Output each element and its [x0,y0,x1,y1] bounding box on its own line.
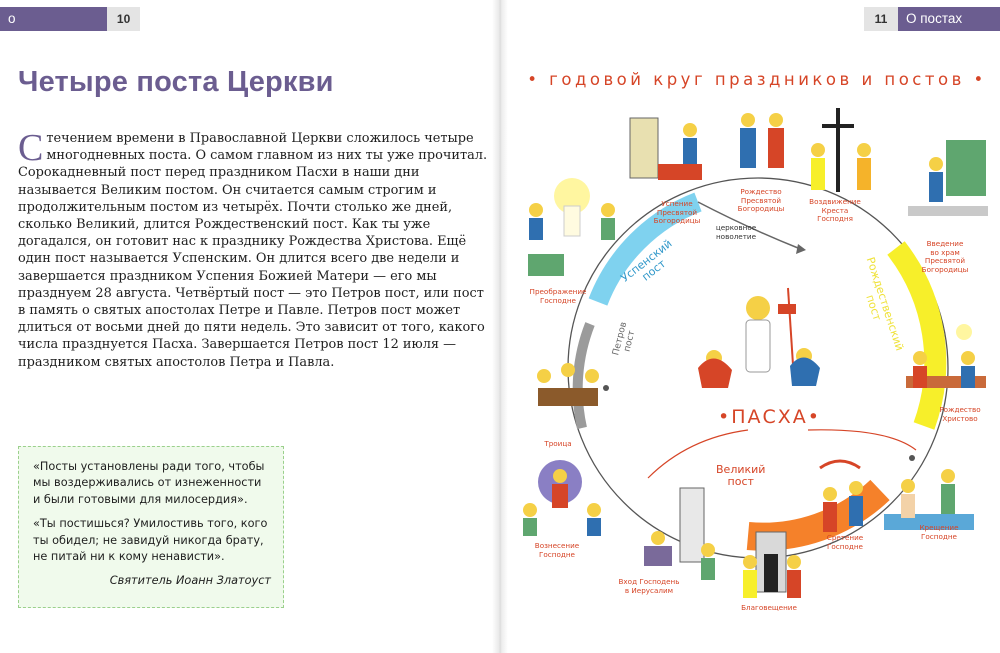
troitsa-icon [537,363,599,406]
rozhdestvo-label: Рождество Христово [939,405,981,423]
book-gutter [492,0,508,653]
quote-box [18,446,284,608]
preobrazhenie-icon [528,178,615,276]
cycle-graphic [508,58,1000,653]
quote-text-2: «Ты постишься? Умилостивь того, кого ты обидел; не завидуй никогда брату, не питай ни к кому ненависти». [33,517,268,564]
kreshchenie-label: Крещение Господне [919,523,959,541]
troitsa-label: Троица [544,439,572,448]
diagram-title: • годовой круг праздников и постов • [527,70,987,89]
vhod-icon [644,488,715,580]
sretenie-label: Сретение Господне [826,533,864,551]
rozhdestvo-bogoroditsy-label: Рождество Пресвятой Богородицы [737,187,785,214]
pascha-arrow-right [808,430,916,450]
voznesenie-icon [523,460,601,536]
feast-cycle-diagram [508,58,1000,653]
right-page-header [864,7,1000,31]
rozhdestvo-marker [909,455,915,461]
uspenie-icon [630,118,702,180]
page-title: Четыре поста Церкви [18,66,334,98]
left-page-number: 10 [107,7,140,31]
petrov-fast-label: Петров пост [611,321,638,357]
new-year-arrowhead [796,244,806,254]
uspensky-fast-label: Успенский пост [618,237,675,285]
rozhdestvo-bogoroditsy-icon [740,113,784,168]
preobrazhenie-label: Преображение Господне [529,287,587,305]
velikiy-fast-label: Великий пост [716,463,766,488]
kreshchenie-icon [884,469,974,530]
quote-text-1: «Посты установлены ради того, чтобы мы воздерживались от изнеженности и были готовыми для милосердия». [33,460,265,506]
vvedenie-icon [908,140,988,216]
drop-cap: С [18,127,44,169]
right-section-title: О постах [898,7,1000,31]
troitsa-marker [603,385,609,391]
article-body [18,127,488,371]
left-page-header [0,7,140,50]
vhod-label: Вход Господень в Иерусалим [618,577,680,595]
quote-author: Святитель Иоанн Златоуст [109,574,271,588]
vvedenie-label: Введение во храм Пресвятой Богородицы [921,239,969,274]
resurrection-icon [698,288,820,388]
voznesenie-label: Вознесение Господне [534,541,580,559]
new-year-label: церковное новолетие [715,223,757,241]
vozdvizhenie-icon [811,108,871,192]
article-paragraph: течением времени в Православной Церкви сложилось четыре многодневных поста. О самом главном из них ты уже прочитал. Сорокадневный пост перед праздником Пасхи в наши дни называется Великим постом. Он считается самым строгим и продолжительным постом из четырёх. Почти столько же дней, сколько Великий, длится Рождественский пост. Как ты уже догадался, он готовит нас к празднику Рождества Христова. Ещё один пост называется Успенским. Он длится всего две недели и завершается праздником Успения Божией Матери — его мы празднуем 28 августа. Четвёртый пост — это Петров пост, или пост в память о святых апостолах Петре и Павле. Петров пост может длиться от восьми дней до пяти недель. Это зависит от того, какого числа празднуется Пасха. Завершается Петров пост 12 июля — праздником святых апостолов Петра и Павла. [18,131,488,370]
pascha-label: •ПАСХА• [718,406,821,428]
rozhdestvensky-fast-label: Рождественский пост [863,255,907,353]
left-section-title: о Православии [0,7,107,31]
uspenie-label: Успение Пресвятой Богородицы [653,199,701,226]
vozdvizhenie-label: Воздвижение Креста Господня [809,197,861,224]
right-page-number: 11 [864,7,898,31]
blagoveshchenie-label: Благовещение [741,603,797,612]
